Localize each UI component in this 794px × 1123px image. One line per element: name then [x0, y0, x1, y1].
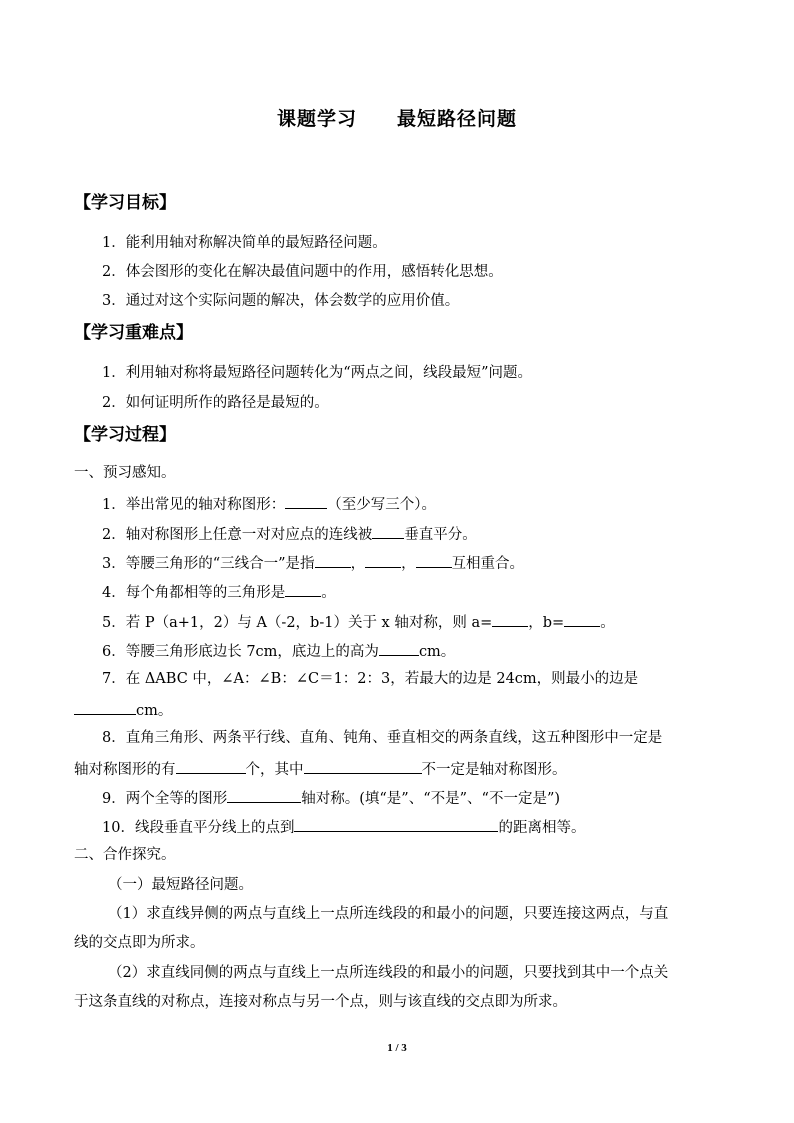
keypoint-item-1: 1．利用轴对称将最短路径问题转化为“两点之间，线段最短”问题。	[102, 365, 533, 381]
answer-blank	[372, 523, 404, 539]
text-segment: cm。	[136, 703, 173, 719]
answer-blank	[315, 552, 351, 568]
text-segment: 轴对称图形的有	[74, 762, 176, 778]
question-2	[102, 523, 752, 545]
process-heading: 【学习过程】	[74, 425, 176, 445]
answer-blank	[365, 552, 401, 568]
answer-blank	[227, 787, 301, 803]
text-segment: 5．若 P（a+1，2）与 A（-2，b-1）关于 x 轴对称，则 a=	[102, 615, 493, 631]
answer-blank	[176, 758, 246, 774]
title-part2: 最短路径问题	[397, 108, 518, 130]
question-8	[102, 728, 752, 748]
question-9	[102, 787, 752, 809]
preview-heading: 一、预习感知。	[74, 465, 176, 481]
explore-paragraph-2: （2）求直线同侧的两点与直线上一点所连线段的和最小的问题，只要找到其中一个点关	[108, 965, 669, 981]
text-segment: 10．线段垂直平分线上的点到	[102, 820, 295, 836]
text-segment: 。	[321, 585, 336, 601]
text-segment: ，b=	[528, 615, 565, 631]
text-segment: （至少写三个）。	[327, 497, 436, 513]
question-1	[102, 493, 752, 515]
goal-item-2: 2．体会图形的变化在解决最值问题中的作用，感悟转化思想。	[102, 264, 503, 280]
explore-paragraph-1-cont: 线的交点即为所求。	[74, 935, 205, 951]
question-7-cont	[74, 699, 724, 721]
keypoints-heading: 【学习重难点】	[74, 323, 193, 343]
question-4	[102, 581, 752, 603]
goal-item-3: 3．通过对这个实际问题的解决，体会数学的应用价值。	[102, 293, 460, 309]
text-segment: 不一定是轴对称图形。	[421, 762, 567, 778]
text-segment: 轴对称。(填“是”、“不是”、“不一定是”)	[301, 791, 561, 807]
answer-blank	[285, 581, 321, 597]
question-8-cont	[74, 758, 724, 780]
text-segment: 个，其中	[245, 762, 304, 778]
goals-heading: 【学习目标】	[74, 193, 176, 213]
question-10	[102, 816, 752, 838]
text-segment: 3．等腰三角形的“三线合一”是指	[102, 556, 315, 572]
text-segment: 垂直平分。	[404, 527, 477, 543]
question-3	[102, 552, 752, 574]
goal-item-1: 1．能利用轴对称解决简单的最短路径问题。	[102, 235, 387, 251]
text-segment: 6．等腰三角形底边长 7cm，底边上的高为	[102, 644, 379, 660]
text-segment: cm。	[418, 644, 456, 660]
keypoint-item-2: 2．如何证明所作的路径是最短的。	[102, 395, 329, 411]
text-segment: 2．轴对称图形上任意一对对应点的连线被	[102, 527, 373, 543]
question-7	[102, 669, 752, 689]
explore-paragraph-2-cont: 于这条直线的对称点，连接对称点与另一个点，则与该直线的交点即为所求。	[74, 994, 567, 1010]
page-title	[0, 104, 794, 131]
title-part1: 课题学习	[276, 108, 357, 130]
answer-blank	[492, 611, 528, 627]
text-segment: 8．直角三角形、两条平行线、直角、钝角、垂直相交的两条直线，这五种图形中一定是	[102, 730, 663, 746]
answer-blank	[379, 640, 419, 656]
text-segment: 互相重合。	[451, 556, 525, 572]
explore-paragraph-1: （1）求直线异侧的两点与直线上一点所连线段的和最小的问题，只要连接这两点，与直	[108, 906, 669, 922]
text-segment: 4．每个角都相等的三角形是	[102, 585, 286, 601]
page-number: 1 / 3	[387, 1042, 407, 1054]
text-segment: 。	[600, 615, 615, 631]
answer-blank	[285, 493, 327, 509]
text-segment: 7．在 ΔABC 中，∠A：∠B：∠C＝1：2：3，若最大的边是 24cm，则最小的边是	[102, 671, 639, 687]
answer-blank	[416, 552, 452, 568]
answer-blank	[294, 816, 498, 832]
explore-heading: 二、合作探究。	[74, 847, 176, 863]
question-5	[102, 611, 752, 633]
text-segment: 1．举出常见的轴对称图形：	[102, 497, 286, 513]
text-segment: ，	[401, 556, 416, 572]
question-6	[102, 640, 752, 662]
text-segment: 9．两个全等的图形	[102, 791, 228, 807]
explore-subheading: （一）最短路径问题。	[108, 877, 253, 893]
answer-blank	[304, 758, 422, 774]
answer-blank	[74, 699, 136, 715]
text-segment: ，	[350, 556, 366, 572]
answer-blank	[564, 611, 600, 627]
text-segment: 的距离相等。	[498, 820, 586, 836]
